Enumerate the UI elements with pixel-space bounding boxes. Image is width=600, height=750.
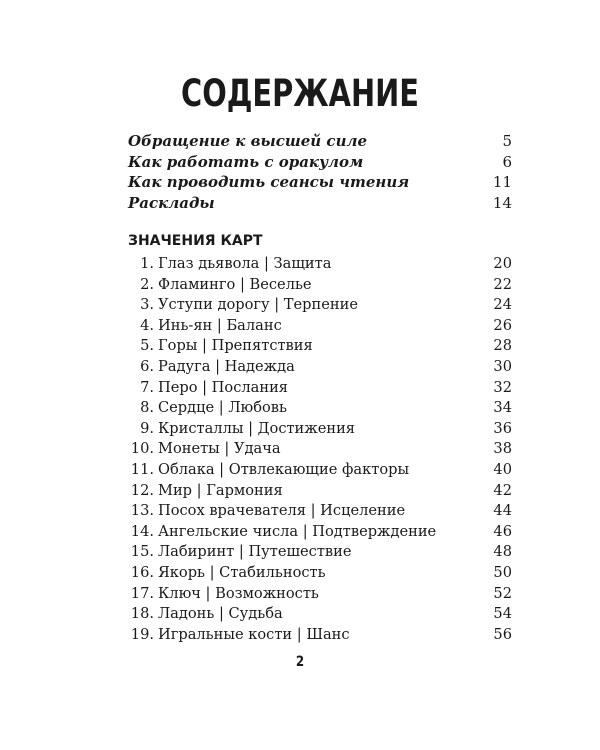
card-toc-entry[interactable]: [128, 439, 512, 460]
card-entry-left: [128, 501, 405, 522]
card-entry-number: 11.: [130, 460, 154, 478]
card-entry-left: [128, 625, 350, 646]
card-entry-page: 24: [493, 296, 512, 314]
card-entry-left: [128, 481, 283, 502]
card-entry-number: 6.: [140, 357, 154, 375]
card-toc-entry[interactable]: [128, 542, 512, 563]
card-toc-entry[interactable]: [128, 336, 512, 357]
card-entry-label: Лабиринт | Путешествие: [158, 543, 352, 561]
card-entry-label: Фламинго | Веселье: [158, 275, 312, 293]
card-toc-entry[interactable]: [128, 522, 512, 543]
card-entry-page: 42: [493, 481, 512, 499]
card-entry-number: 12.: [130, 481, 154, 499]
card-entry-number: 4.: [140, 316, 154, 334]
card-entry-page: 48: [493, 543, 512, 561]
card-entry-number: 15.: [130, 543, 154, 561]
card-entry-left: [128, 604, 283, 625]
card-entry-label: Уступи дорогу | Терпение: [158, 296, 358, 314]
toc-entry-page: 6: [502, 152, 512, 171]
card-entry-left: [128, 275, 312, 296]
card-entry-number: 8.: [140, 399, 154, 417]
card-entry-page: 54: [493, 605, 512, 623]
card-entry-number: 9.: [140, 419, 154, 437]
card-entry-label: Радуга | Надежда: [158, 357, 295, 375]
card-entry-label: Ангельские числа | Подтверждение: [158, 522, 437, 540]
card-entry-label: Кристаллы | Достижения: [158, 419, 356, 437]
card-entry-left: [128, 584, 319, 605]
card-toc-entry[interactable]: [128, 625, 512, 646]
card-entry-left: [128, 254, 331, 275]
card-entry-left: [128, 336, 313, 357]
toc-entry-label: Обращение к высшей силе: [128, 132, 367, 150]
card-toc-entry[interactable]: [128, 563, 512, 584]
card-entry-page: 52: [493, 584, 512, 602]
card-toc-entry[interactable]: [128, 378, 512, 399]
card-entry-label: Монеты | Удача: [158, 440, 281, 458]
intro-toc-list: [128, 131, 512, 213]
card-toc-entry[interactable]: [128, 584, 512, 605]
card-entry-label: Инь-ян | Баланс: [158, 316, 282, 334]
card-entry-left: [128, 357, 295, 378]
card-entry-number: 17.: [130, 584, 154, 602]
card-entry-page: 50: [493, 563, 512, 581]
toc-entry[interactable]: [128, 193, 512, 214]
card-entry-page: 38: [493, 440, 512, 458]
card-entry-page: 30: [493, 357, 512, 375]
toc-entry-label: Как работать с оракулом: [128, 152, 364, 171]
card-entry-number: 1.: [140, 255, 154, 272]
card-entry-left: [128, 419, 355, 440]
card-toc-entry[interactable]: [128, 604, 512, 625]
card-entry-page: 26: [493, 316, 512, 334]
card-toc-entry[interactable]: [128, 481, 512, 502]
toc-entry-page: 5: [502, 132, 512, 150]
section-heading-card-meanings: ЗНАЧЕНИЯ КАРТ: [128, 233, 263, 249]
card-toc-list: [128, 254, 512, 645]
card-entry-left: [128, 316, 282, 337]
card-entry-page: 40: [493, 460, 512, 478]
card-entry-left: [128, 378, 288, 399]
card-toc-entry[interactable]: [128, 419, 512, 440]
card-entry-number: 3.: [140, 296, 154, 314]
toc-entry[interactable]: [128, 152, 512, 173]
card-entry-label: Сердце | Любовь: [158, 399, 287, 417]
card-entry-left: [128, 398, 287, 419]
card-entry-label: Ладонь | Судьба: [158, 605, 283, 623]
card-entry-page: 34: [493, 399, 512, 417]
card-toc-entry[interactable]: [128, 254, 512, 275]
card-entry-label: Якорь | Стабильность: [158, 563, 326, 581]
card-entry-number: 16.: [130, 563, 154, 581]
toc-entry-page: 11: [492, 173, 512, 192]
card-toc-entry[interactable]: [128, 501, 512, 522]
card-entry-left: [128, 439, 281, 460]
card-entry-label: Облака | Отвлекающие факторы: [158, 460, 410, 478]
card-entry-number: 19.: [130, 625, 154, 643]
card-entry-left: [128, 295, 358, 316]
toc-entry-label: Как проводить сеансы чтения: [128, 173, 410, 192]
card-entry-label: Перо | Послания: [158, 378, 289, 396]
card-toc-entry[interactable]: [128, 398, 512, 419]
toc-entry-page: 14: [492, 193, 512, 212]
card-entry-number: 5.: [140, 337, 154, 355]
card-entry-label: Игральные кости | Шанс: [158, 625, 350, 643]
card-entry-number: 18.: [130, 605, 154, 623]
toc-entry[interactable]: [128, 172, 512, 193]
card-entry-label: Ключ | Возможность: [158, 584, 319, 602]
card-entry-number: 7.: [140, 378, 154, 396]
card-entry-label: Мир | Гармония: [158, 481, 283, 499]
card-entry-label: Посох врачевателя | Исцеление: [158, 502, 406, 520]
toc-entry[interactable]: [128, 131, 512, 152]
card-toc-entry[interactable]: [128, 275, 512, 296]
card-entry-label: Горы | Препятствия: [158, 337, 313, 355]
card-entry-left: [128, 522, 436, 543]
card-entry-page: 32: [493, 378, 512, 396]
card-entry-number: 14.: [130, 522, 154, 540]
card-entry-page: 56: [493, 625, 512, 643]
card-entry-label: Глаз дьявола | Защита: [158, 255, 332, 272]
card-toc-entry[interactable]: [128, 316, 512, 337]
card-entry-page: 28: [493, 337, 512, 355]
page-title: СОДЕРЖАНИЕ: [181, 72, 419, 115]
card-entry-left: [128, 460, 409, 481]
card-entry-page: 36: [493, 419, 512, 437]
card-entry-page: 46: [493, 522, 512, 540]
card-toc-entry[interactable]: [128, 295, 512, 316]
toc-entry-label: Расклады: [128, 193, 215, 212]
card-entry-number: 13.: [130, 502, 154, 520]
card-entry-left: [128, 542, 352, 563]
card-entry-page: 20: [493, 255, 512, 272]
card-entry-left: [128, 563, 326, 584]
card-toc-entry[interactable]: [128, 460, 512, 481]
page-number: 2: [295, 654, 305, 670]
card-toc-entry[interactable]: [128, 357, 512, 378]
card-entry-number: 2.: [140, 275, 154, 293]
card-entry-page: 22: [493, 275, 512, 293]
card-entry-page: 44: [493, 502, 512, 520]
card-entry-number: 10.: [130, 440, 154, 458]
